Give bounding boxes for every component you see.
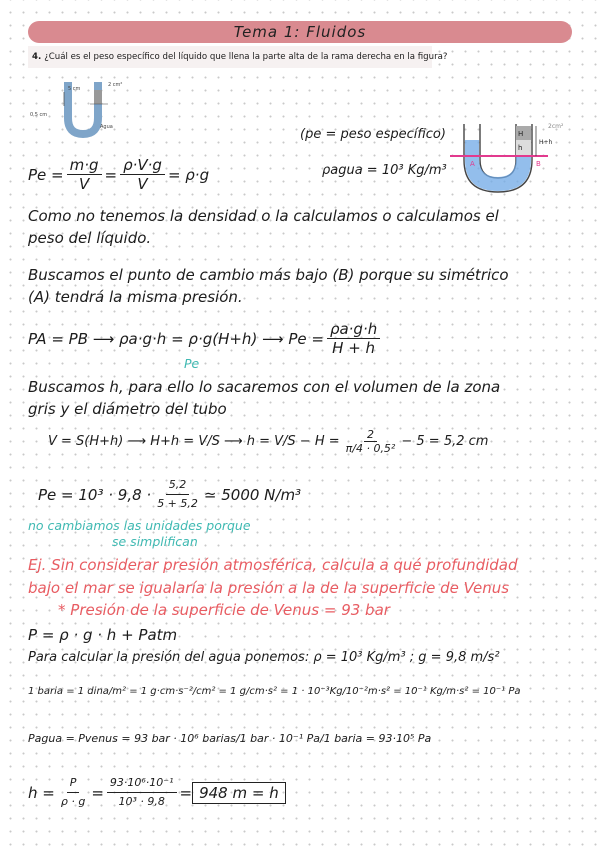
sketch-label-Hh: H+h — [539, 139, 553, 146]
pe-f1-num: m·g — [67, 156, 102, 175]
line-eq-pagua: Pagua = Pvenus = 93 bar · 10⁶ barias/1 bar · 10⁻¹ Pa/1 baria = 93·10⁵ Pa — [28, 732, 432, 745]
pe-f2-num: ρ·V·g — [120, 156, 165, 175]
label-5cm: 5 cm — [68, 86, 81, 92]
eq-v-tail: − 5 = 5,2 cm — [401, 434, 489, 449]
result-box: 948 m = h — [192, 782, 286, 804]
gray-liquid-zone — [94, 90, 102, 104]
line-eq-v — [48, 428, 488, 455]
eq-pe-num: 5,2 — [166, 476, 190, 495]
page-title: Tema 1: Fluidos — [233, 23, 367, 41]
eq-pa-num: ρa·g·h — [327, 320, 380, 339]
pe-formula-lhs: Pe = — [28, 165, 64, 184]
line-text1: Como no tenemos la densidad o la calculamos o calculamos el — [28, 207, 499, 225]
eq-h-f2-den: 10³ · 9,8 — [118, 795, 165, 808]
line-pagua: ρagua = 10³ Kg/m³ — [322, 163, 447, 178]
line-text6: gris y el diámetro del tubo — [28, 400, 227, 418]
eq-pa-lhs: PA = PB ⟶ ρa·g·h = ρ·g(H+h) ⟶ Pe = — [28, 329, 324, 348]
eq-h-f2-num: 93·10⁶·10⁻¹ — [107, 774, 177, 793]
exercise-line-3: * Presión de la superficie de Venus = 93 bar — [58, 601, 390, 619]
eq-v-num: 2 — [364, 428, 377, 442]
eq-pa-underbrace-label: Pe — [184, 356, 200, 371]
pe-f1-den: V — [78, 175, 90, 193]
line-pe-formula: Pe = $\frac{m\cdot g}{V}$ = $\frac{\rho\cdot V\cdot g}{V}$ = ρ·g — [28, 156, 210, 193]
line-eq-pe — [38, 476, 301, 513]
question-banner — [28, 46, 448, 68]
pe-formula-rhs: = ρ·g — [167, 165, 210, 184]
note-units-2: se simplifican — [112, 534, 198, 549]
line-text3: Buscamos el punto de cambio más bajo (B) porque su simétrico — [28, 266, 509, 284]
eq-v-den: π/4 · 0,5² — [345, 442, 396, 455]
line-eq-h: h = $\frac{P}{\rho \cdot g}$ = $\frac{\text{93·10⁶·10⁻¹}}{\text{10³ · 9,8}}$ = 948 m = h — [28, 774, 286, 811]
eq-v-lhs: V = S(H+h) ⟶ H+h = V/S ⟶ h = V/S − H = — [48, 434, 340, 449]
label-agua: Agua — [100, 124, 113, 130]
note-units-1: no cambiamos las unidades porque — [28, 518, 251, 533]
label-2cm2: 2 cm² — [108, 82, 123, 88]
line-text7: Para calcular la presión del agua ponemos: ρ = 10³ Kg/m³ ; g = 9,8 m/s² — [28, 650, 500, 665]
eq-h-f1-den: ρ · g — [60, 795, 86, 808]
eq-pe-tail: ≃ 5000 N/m³ — [203, 485, 302, 504]
question-number: 4. — [32, 52, 42, 62]
sketch-label-A: A — [470, 160, 475, 168]
pe-f2-den: V — [137, 175, 148, 193]
exercise-line-2: bajo el mar se igualaría la presión a la de la superficie de Venus — [28, 579, 510, 597]
line-text2: peso del líquido. — [28, 229, 152, 247]
u-tube-figure — [28, 72, 140, 138]
sketch-label-2cm2: 2cm² — [548, 123, 564, 130]
page-header — [28, 21, 572, 43]
exercise-line-1: Ej. Sin considerar presión atmosférica, calcula a qué profundidad — [28, 556, 518, 574]
sketch-label-h: h — [518, 144, 523, 152]
eq-h-lhs: h = — [28, 783, 55, 802]
line-eq-p: P = ρ · g · h + Patm — [28, 626, 178, 644]
question-text: ¿Cuál es el peso específico del líquido que llena la parte alta de la rama derecha en la figura? — [44, 52, 448, 62]
line-eq-pa — [28, 320, 383, 357]
eq-pa-den: H + h — [332, 339, 376, 357]
line-pe-definition: (pe = peso específico) — [300, 127, 446, 142]
sketch-label-H: H — [518, 130, 524, 138]
eq-pe-den: 5 + 5,2 — [157, 497, 198, 510]
line-text5: Buscamos h, para ello lo sacaremos con el volumen de la zona — [28, 378, 501, 396]
eq-pe-lhs: Pe = 10³ · 9,8 · — [38, 485, 152, 504]
eq-h-f1-num: P — [67, 774, 80, 793]
sketch-figure — [450, 120, 578, 200]
line-text4: (A) tendrá la misma presión. — [28, 288, 243, 306]
sketch-label-B: B — [536, 160, 541, 168]
label-05cm: 0,5 cm — [30, 112, 48, 118]
line-eq-baria: 1 baria = 1 dina/m² = 1 g·cm·s⁻²/cm² = 1 g/cm·s² = 1 · 10⁻³Kg/10⁻²m·s² = 10⁻¹ Kg/m·s² = 10⁻¹ Pa — [28, 686, 521, 697]
